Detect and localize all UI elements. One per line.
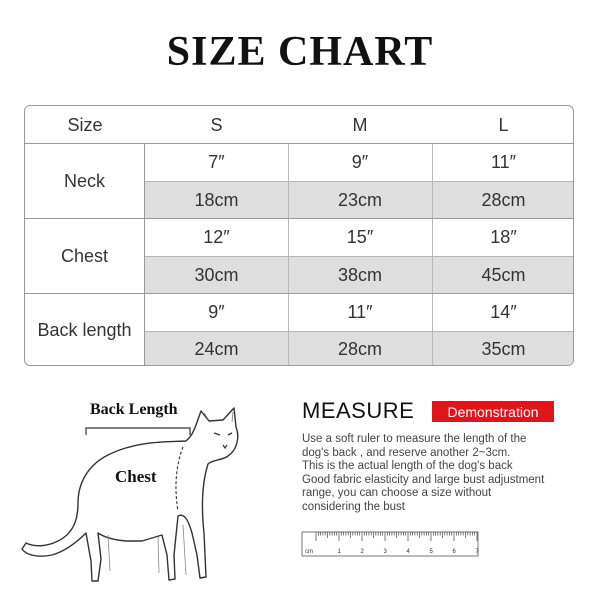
ruler-unit: cm: [305, 549, 313, 555]
ruler-number: 6: [452, 549, 456, 555]
neck-l-inch: 11″: [490, 152, 517, 172]
neck-l-cm: 28cm: [432, 181, 574, 218]
size-table: [24, 105, 574, 366]
back-m-inch: 11″: [347, 301, 373, 322]
chest-l-inch: 18″: [490, 227, 517, 247]
back-m-cm: 28cm: [288, 331, 432, 367]
neck-s-cm: 18cm: [145, 181, 288, 218]
measure-title: MEASURE: [302, 398, 415, 423]
page-title: SIZE CHART: [166, 29, 434, 75]
cat-measurement-figure: [18, 395, 280, 595]
table-row-chest: [25, 218, 573, 293]
back-s-cm: 24cm: [145, 331, 288, 367]
neck-s-inch: 7″: [208, 152, 225, 172]
chest-s-inch: 12″: [203, 227, 230, 247]
size-header-label: Size: [67, 114, 103, 135]
column-divider: [432, 219, 433, 293]
size-header-m: M: [352, 114, 368, 135]
back-l-cm: 35cm: [432, 331, 574, 367]
instruction-line: dog's back , and reserve another 2~3cm.: [302, 446, 511, 459]
back-l-inch: 14″: [490, 301, 517, 322]
column-divider: [288, 219, 289, 293]
row-label: Neck: [25, 144, 145, 218]
column-divider: [432, 294, 433, 366]
table-header-row: [25, 106, 573, 144]
instruction-line: This is the actual length of the dog's back: [302, 460, 513, 473]
chest-m-inch: 15″: [346, 227, 374, 247]
column-divider: [288, 144, 289, 218]
row-label: Chest: [25, 219, 145, 293]
ruler-number: 3: [383, 549, 387, 555]
chest-s-cm: 30cm: [145, 256, 288, 293]
measure-instructions: [302, 433, 564, 515]
instruction-line: Good fabric elasticity and large bust adjustment: [302, 473, 545, 486]
instruction-line: Use a soft ruler to measure the length of the: [302, 433, 527, 445]
table-row-neck: [25, 144, 573, 218]
ruler-number: 4: [406, 549, 410, 555]
ruler-number: 2: [360, 549, 364, 555]
instruction-line: considering the bust: [302, 500, 405, 513]
ruler-number: 7: [475, 549, 479, 555]
size-header-s: S: [210, 114, 223, 135]
ruler-icon: [300, 530, 480, 558]
chest-label: Chest: [115, 467, 157, 486]
back-s-inch: 9″: [208, 301, 225, 322]
chest-m-cm: 38cm: [288, 256, 432, 293]
chest-l-cm: 45cm: [432, 256, 574, 293]
neck-m-inch: 9″: [351, 152, 369, 172]
neck-m-cm: 23cm: [288, 181, 432, 218]
column-divider: [432, 144, 433, 218]
instruction-line: range, you can choose a size without: [302, 487, 492, 500]
demonstration-badge: Demonstration: [432, 401, 554, 422]
column-divider: [288, 294, 289, 366]
back-length-label: Back Length: [90, 401, 178, 418]
ruler-number: 5: [429, 549, 433, 555]
table-row-back-length: [25, 293, 573, 366]
cat-outline-icon: [18, 395, 280, 595]
row-label: Back length: [25, 294, 145, 366]
ruler-number: 1: [337, 549, 341, 555]
size-header-l: L: [498, 114, 509, 135]
